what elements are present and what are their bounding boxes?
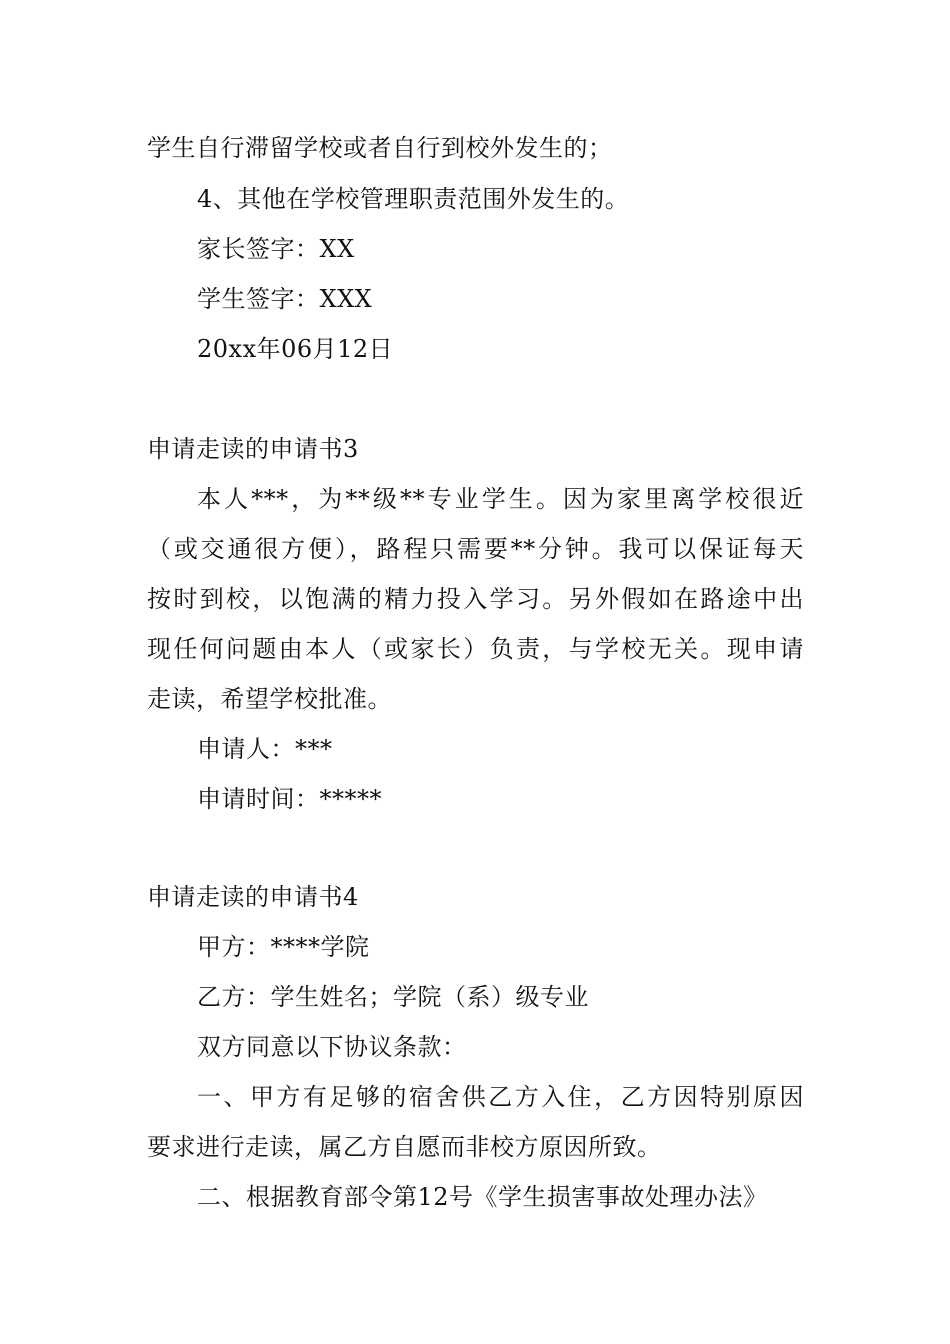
party-a-line: 甲方：****学院 — [197, 933, 370, 961]
party-b-line: 乙方：学生姓名；学院（系）级专业 — [197, 983, 589, 1011]
clause-line: 一、甲方有足够的宿舍供乙方入住，乙方因特别原因 — [197, 1083, 804, 1111]
agreement-intro: 双方同意以下协议条款： — [197, 1033, 467, 1061]
clause-line: 二、根据教育部令第12号《学生损害事故处理办法》 — [197, 1183, 768, 1211]
signature-parent: 家长签字：XX — [197, 235, 355, 263]
paragraph-line: 本人***，为**级**专业学生。因为家里离学校很近 — [197, 485, 804, 513]
application-time-line: 申请时间：***** — [197, 785, 382, 813]
clause-line: 要求进行走读，属乙方自愿而非校方原因所致。 — [147, 1133, 662, 1161]
signature-student: 学生签字：XXX — [197, 285, 373, 313]
paragraph-line: 现任何问题由本人（或家长）负责，与学校无关。现申请 — [147, 635, 804, 663]
paragraph-line: 走读，希望学校批准。 — [147, 685, 392, 713]
text-line: 4、其他在学校管理职责范围外发生的。 — [197, 185, 630, 213]
paragraph-line: 按时到校，以饱满的精力投入学习。另外假如在路途中出 — [147, 585, 804, 613]
paragraph-line: （或交通很方便），路程只需要**分钟。我可以保证每天 — [147, 535, 804, 563]
section-heading: 申请走读的申请书3 — [147, 435, 359, 463]
text-line: 学生自行滞留学校或者自行到校外发生的； — [147, 134, 613, 162]
section-heading: 申请走读的申请书4 — [147, 883, 359, 911]
date-line: 20xx年06月12日 — [197, 335, 394, 363]
applicant-line: 申请人：*** — [197, 735, 333, 763]
